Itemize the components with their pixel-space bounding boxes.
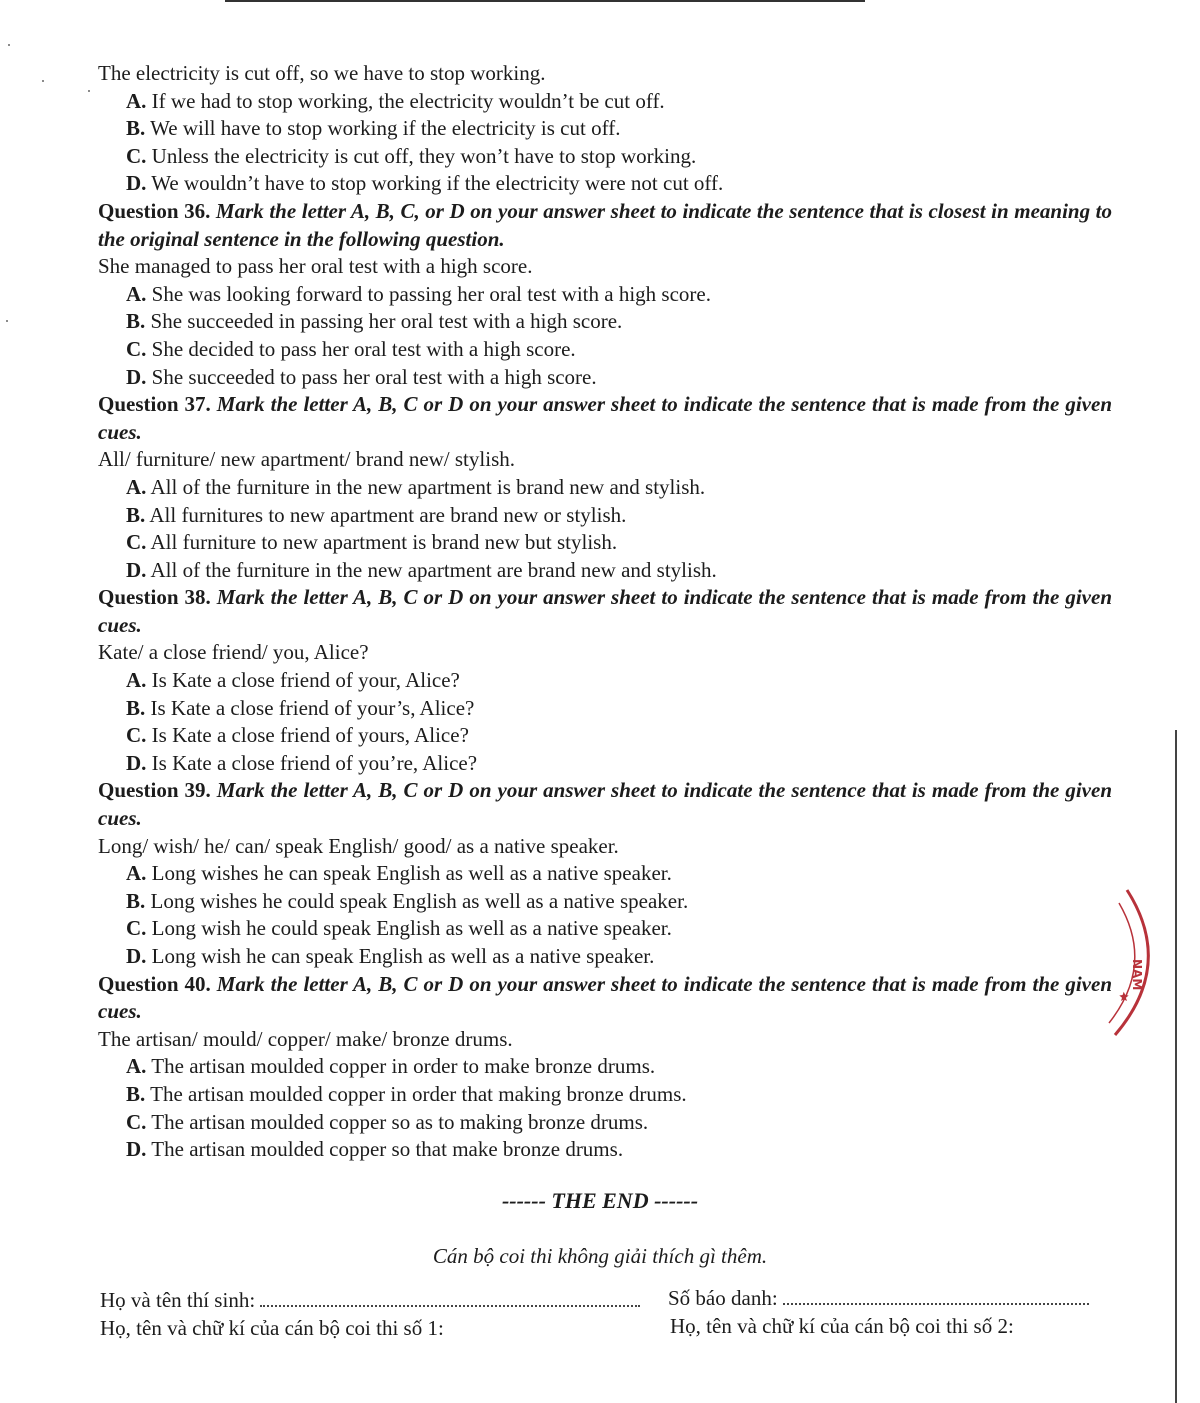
proctor-1-signature: Họ, tên và chữ kí của cán bộ coi thi số 1:	[100, 1316, 444, 1340]
question-header	[98, 391, 1112, 446]
option-text: The artisan moulded copper so that make bronze drums.	[151, 1137, 624, 1162]
option-text: All of the furniture in the new apartment are brand new and stylish.	[150, 557, 717, 582]
exam-content	[98, 60, 1112, 1164]
question-number: Question 36.	[98, 198, 211, 223]
option-text: She succeeded to pass her oral test with a high score.	[151, 364, 597, 389]
question-header	[98, 584, 1112, 639]
option-letter: C.	[126, 336, 147, 361]
option-text: Long wish he can speak English as well as a native speaker.	[151, 944, 655, 968]
answer-option	[98, 1109, 1112, 1137]
candidate-name-label: Họ và tên thí sinh:	[100, 1288, 256, 1312]
option-text: Long wish he could speak English as well as a native speaker.	[151, 916, 672, 941]
answer-option	[98, 143, 1112, 171]
answer-option	[98, 915, 1112, 943]
answer-option	[98, 750, 1112, 778]
answer-option	[98, 308, 1112, 336]
option-letter: A.	[126, 668, 147, 693]
page-edge-line	[1175, 730, 1177, 1403]
option-letter: D.	[126, 557, 147, 582]
candidate-number-blank	[783, 1287, 1089, 1305]
option-text: Is Kate a close friend of your, Alice?	[151, 668, 460, 693]
option-letter: C.	[126, 143, 147, 168]
answer-option	[98, 722, 1112, 750]
question-stem: The artisan/ mould/ copper/ make/ bronze drums.	[98, 1026, 513, 1051]
question-stem: All/ furniture/ new apartment/ brand new/ stylish.	[98, 447, 515, 472]
answer-option	[98, 695, 1112, 723]
question-header	[98, 198, 1112, 253]
option-text: She was looking forward to passing her oral test with a high score.	[151, 281, 711, 306]
option-letter: B.	[126, 1081, 146, 1106]
question-number: Question 40.	[98, 971, 211, 996]
option-text: All furnitures to new apartment are brand new or stylish.	[149, 502, 627, 527]
question-35-options	[98, 88, 1112, 198]
option-letter: D.	[126, 944, 147, 968]
answer-option	[98, 336, 1112, 364]
option-text: Is Kate a close friend of you’re, Alice?	[151, 750, 478, 775]
option-letter: A.	[126, 88, 147, 113]
candidate-number-label: Số báo danh:	[668, 1286, 778, 1310]
answer-option	[98, 557, 1112, 585]
option-text: She succeeded in passing her oral test with a high score.	[150, 309, 623, 334]
question-instruction: Mark the letter A, B, C or D on your answer sheet to indicate the sentence that is made from the given cues.	[98, 971, 1112, 1024]
scan-speck	[6, 320, 8, 322]
option-letter: C.	[126, 530, 147, 555]
answer-option	[98, 529, 1112, 557]
option-letter: B.	[126, 116, 146, 141]
option-text: The artisan moulded copper in order that making bronze drums.	[150, 1081, 687, 1106]
question-stem: Kate/ a close friend/ you, Alice?	[98, 640, 369, 665]
answer-option	[98, 943, 1112, 971]
option-letter: B.	[126, 502, 146, 527]
option-letter: D.	[126, 364, 147, 389]
question-number: Question 39.	[98, 778, 211, 803]
question-stem: She managed to pass her oral test with a high score.	[98, 254, 533, 279]
official-stamp-fragment	[1105, 885, 1165, 1045]
option-letter: A.	[126, 281, 147, 306]
option-letter: A.	[126, 861, 147, 886]
option-text: Unless the electricity is cut off, they won’t have to stop working.	[151, 143, 697, 168]
answer-option	[98, 1053, 1112, 1081]
option-text: The artisan moulded copper so as to making bronze drums.	[151, 1109, 649, 1134]
answer-option	[98, 667, 1112, 695]
question-35-stem: The electricity is cut off, so we have to stop working.	[98, 61, 546, 85]
proctor-note: Cán bộ coi thi không giải thích gì thêm.	[432, 1244, 768, 1268]
option-text: Long wishes he can speak English as well as a native speaker.	[151, 861, 672, 886]
answer-option	[98, 170, 1112, 198]
question-number: Question 37.	[98, 392, 211, 417]
option-text: The artisan moulded copper in order to make bronze drums.	[151, 1054, 656, 1079]
question-instruction: Mark the letter A, B, C or D on your answer sheet to indicate the sentence that is made from the given cues.	[98, 778, 1112, 831]
option-letter: C.	[126, 916, 147, 941]
option-letter: A.	[126, 474, 147, 499]
stamp-text: NAM	[1130, 959, 1144, 991]
question-instruction: Mark the letter A, B, C or D on your answer sheet to indicate the sentence that is made from the given cues.	[98, 392, 1112, 444]
option-letter: D.	[126, 171, 147, 196]
option-letter: B.	[126, 695, 146, 720]
question-instruction: Mark the letter A, B, C, or D on your answer sheet to indicate the sentence that is closest in meaning to the original sentence in the following question.	[98, 198, 1113, 251]
candidate-name-line	[100, 1288, 640, 1313]
question-instruction: Mark the letter A, B, C or D on your answer sheet to indicate the sentence that is made from the given cues.	[98, 585, 1112, 637]
question-stem: Long/ wish/ he/ can/ speak English/ good/ as a native speaker.	[98, 833, 619, 858]
candidate-name-blank	[260, 1289, 640, 1307]
answer-option	[98, 474, 1112, 502]
question-number: Question 38.	[98, 585, 211, 610]
option-text: All of the furniture in the new apartment is brand new and stylish.	[150, 474, 706, 499]
option-text: She decided to pass her oral test with a high score.	[151, 336, 576, 361]
proctor-2-signature: Họ, tên và chữ kí của cán bộ coi thi số 2:	[670, 1314, 1014, 1338]
question-header	[98, 971, 1112, 1026]
option-text: Is Kate a close friend of yours, Alice?	[151, 723, 469, 748]
answer-option	[98, 281, 1112, 309]
answer-option	[98, 364, 1112, 392]
option-letter: D.	[126, 750, 147, 775]
answer-option	[98, 860, 1112, 888]
scan-speck	[8, 44, 10, 46]
option-letter: C.	[126, 723, 147, 748]
answer-option	[98, 1136, 1112, 1164]
answer-option	[98, 1081, 1112, 1109]
candidate-number-line	[668, 1286, 1089, 1311]
scan-speck	[42, 80, 44, 82]
option-text: All furniture to new apartment is brand new but stylish.	[150, 530, 618, 555]
top-rule	[225, 0, 865, 2]
scan-speck	[88, 90, 90, 92]
answer-option	[98, 88, 1112, 116]
question-header	[98, 777, 1112, 832]
option-letter: A.	[126, 1054, 147, 1079]
option-letter: B.	[126, 888, 146, 913]
option-letter: C.	[126, 1109, 147, 1134]
option-text: We will have to stop working if the electricity is cut off.	[150, 116, 621, 141]
option-letter: D.	[126, 1137, 147, 1162]
answer-option	[98, 115, 1112, 143]
option-letter: B.	[126, 309, 146, 334]
question-list	[98, 198, 1112, 1164]
option-text: Is Kate a close friend of your’s, Alice?	[150, 695, 475, 720]
the-end-marker: ------ THE END ------	[501, 1188, 699, 1213]
option-text: Long wishes he could speak English as well as a native speaker.	[150, 888, 689, 913]
option-text: If we had to stop working, the electricity wouldn’t be cut off.	[151, 88, 665, 113]
option-text: We wouldn’t have to stop working if the electricity were not cut off.	[151, 171, 724, 196]
answer-option	[98, 888, 1112, 916]
answer-option	[98, 502, 1112, 530]
